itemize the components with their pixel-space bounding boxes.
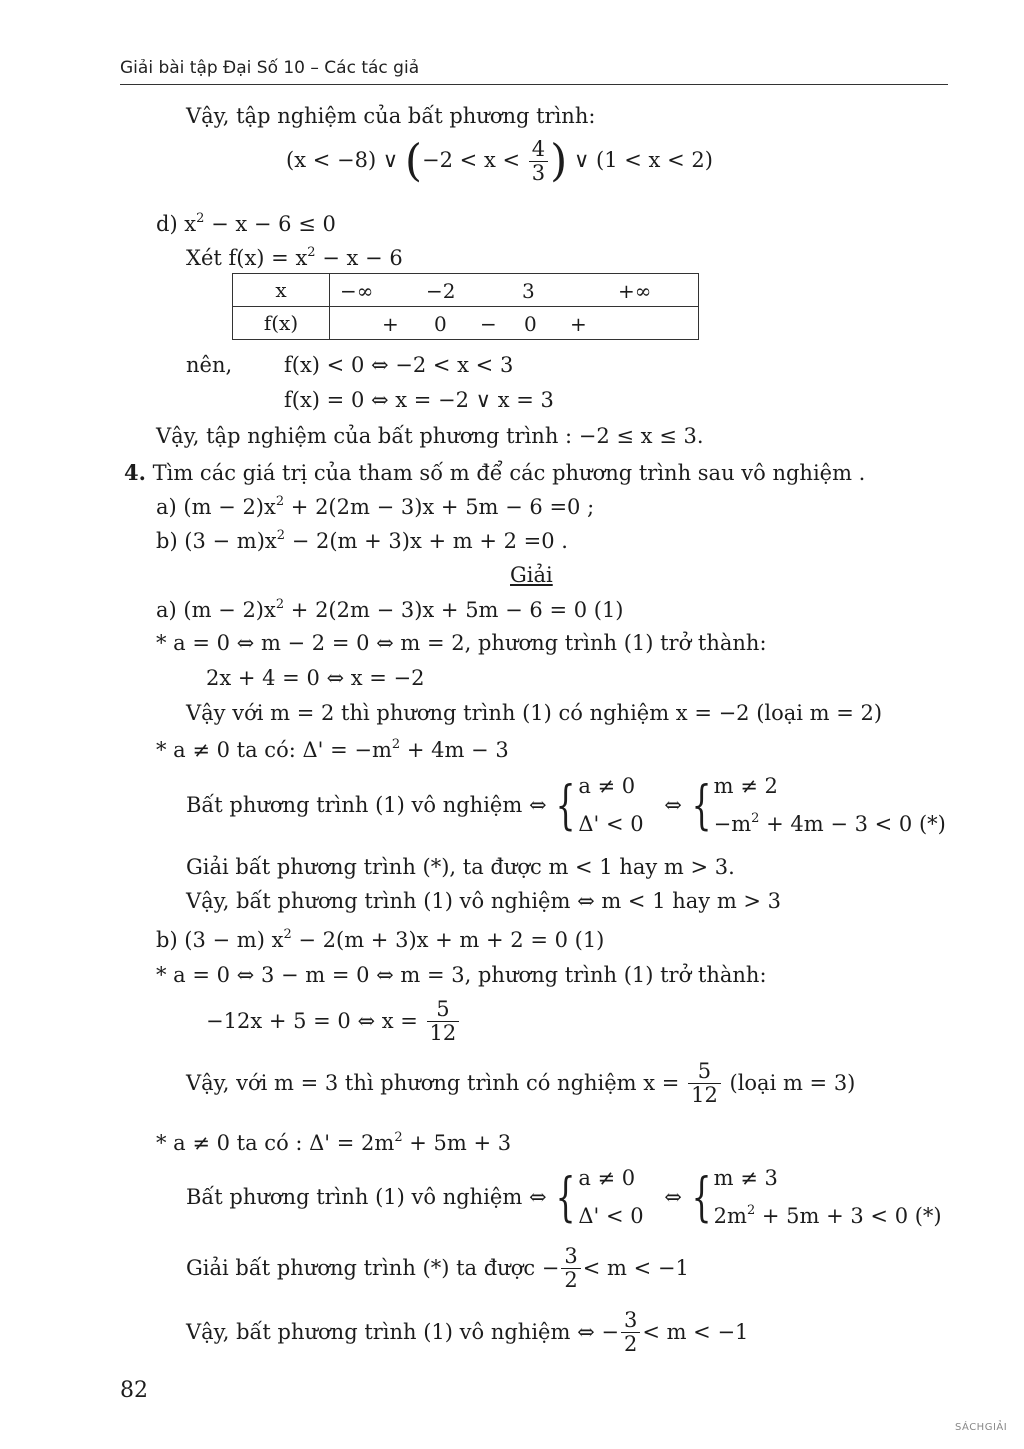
x-value: −∞ xyxy=(340,279,374,303)
part-d-solution: Vậy, tập nghiệm của bất phương trình : −2 ≤ x ≤ 3. xyxy=(156,424,704,448)
solution-a-solve: Giải bất phương trình (*), ta được m < 1 hay m > 3. xyxy=(186,855,735,879)
header-rule xyxy=(120,84,948,85)
solution-heading: Giải xyxy=(510,563,553,587)
sign-value: − xyxy=(480,312,497,336)
solution-a-equation: a) $(m - 2)x^2 + 2(2m - 3)x + 5m - 6 = 0$ (1) xyxy=(156,597,624,622)
watermark-logo: SÁCHGIẢI xyxy=(955,1422,1008,1433)
page-number: 82 xyxy=(120,1378,148,1403)
fraction-5-12: $\frac{5}{12}$ xyxy=(688,1060,721,1107)
sign-conclusion-negative: f(x) < 0 ⇔ −2 < x < 3 xyxy=(284,353,514,377)
sign-table-x-row xyxy=(330,274,699,307)
system-left: a ≠ 0 Δ' < 0 xyxy=(578,774,644,836)
sign-value: 0 xyxy=(434,312,447,336)
system-right: m ≠ 3 $2m^2 + 5m + 3 < 0$ (*) xyxy=(713,1166,942,1228)
part-d-inequality: d) $x^2 - x - 6 \le 0$ xyxy=(156,211,336,236)
running-header: Giải bài tập Đại Số 10 – Các tác giả xyxy=(120,58,420,78)
solution-b-linear: −12x + 5 = 0 ⇔ x = $\frac{5}{12}$ xyxy=(206,998,461,1045)
exercise-4-statement: 4. Tìm các giá trị của tham số m để các phương trình sau vô nghiệm . xyxy=(124,460,866,485)
sign-conclusion-label: nên, xyxy=(186,353,233,377)
fraction-3-2: $\frac{3}{2}$ xyxy=(621,1309,640,1356)
solution-set-intro: Vậy, tập nghiệm của bất phương trình: xyxy=(186,104,596,128)
solution-b-conclusion: Vậy, bất phương trình (1) vô nghiệm ⇔ − $\frac{3}{2}$ < m < −1 xyxy=(186,1308,749,1357)
solution-a-linear: 2x + 4 = 0 ⇔ x = −2 xyxy=(206,666,425,690)
exercise-4a: a) $(m - 2)x^2 + 2(2m - 3)x + 5m - 6 =0$ ; xyxy=(156,494,595,519)
solution-a-system: Bất phương trình (1) vô nghiệm ⇔ { a ≠ 0 Δ' < 0 ⇔ { m ≠ 2 $-m^2 + 4m - 3 < 0$ (*) xyxy=(186,768,946,844)
x-value: 3 xyxy=(522,279,535,303)
solution-b-case1: * a = 0 ⇔ 3 − m = 0 ⇔ m = 3, phương trình (1) trở thành: xyxy=(156,963,767,987)
sign-table-f-head: f(x) xyxy=(233,307,330,340)
exercise-4b: b) $(3 - m)x^2 - 2(m + 3)x + m + 2 =0$ . xyxy=(156,528,568,553)
solution-b-system: Bất phương trình (1) vô nghiệm ⇔ { a ≠ 0 Δ' < 0 ⇔ { m ≠ 3 $2m^2 + 5m + 3 < 0$ (*) xyxy=(186,1160,942,1236)
sign-table-x-head: x xyxy=(233,274,330,307)
solution-a-conclusion: Vậy, bất phương trình (1) vô nghiệm ⇔ m < 1 hay m > 3 xyxy=(186,889,782,913)
sign-value: 0 xyxy=(524,312,537,336)
fraction-5-12: $\frac{5}{12}$ xyxy=(427,998,460,1045)
solution-set-expression: (x < −8) ∨ (−2 < x < $\frac{4}{3}$ ) ∨ (1 < x < 2) xyxy=(286,135,713,187)
solution-b-case1-result: Vậy, với m = 3 thì phương trình có nghiệm x = $\frac{5}{12}$ (loại m = 3) xyxy=(186,1059,856,1108)
sign-conclusion-zero: f(x) = 0 ⇔ x = −2 ∨ x = 3 xyxy=(284,388,554,412)
solution-b-equation: b) (3 − m) $x^2 - 2(m + 3)x + m + 2 = 0$ (1) xyxy=(156,927,605,952)
system-right: m ≠ 2 $-m^2 + 4m - 3 < 0$ (*) xyxy=(713,774,946,836)
solution-a-case1-result: Vậy với m = 2 thì phương trình (1) có nghiệm x = −2 (loại m = 2) xyxy=(186,701,883,725)
sign-table-f-row xyxy=(330,307,699,340)
system-left: a ≠ 0 Δ' < 0 xyxy=(578,1166,644,1228)
x-value: +∞ xyxy=(618,279,652,303)
fraction-3-2: $\frac{3}{2}$ xyxy=(561,1245,580,1292)
sign-value: + xyxy=(382,312,399,336)
x-value: −2 xyxy=(426,279,456,303)
solution-b-solve: Giải bất phương trình (*) ta được − $\frac{3}{2}$ < m < −1 xyxy=(186,1244,689,1293)
sign-value: + xyxy=(570,312,587,336)
solution-a-case2: * a ≠ 0 ta có: $\Delta' = -m^2 + 4m - 3$ xyxy=(156,737,509,762)
solution-a-case1: * a = 0 ⇔ m − 2 = 0 ⇔ m = 2, phương trình (1) trở thành: xyxy=(156,631,767,655)
solution-b-case2: * a ≠ 0 ta có : $\Delta' = 2m^2 + 5m + 3$ xyxy=(156,1130,512,1155)
sign-table xyxy=(232,273,699,340)
part-d-function: Xét $f(x) = x^2 - x - 6$ xyxy=(186,245,403,270)
fraction-4-3: $\frac{4}{3}$ xyxy=(529,138,548,185)
